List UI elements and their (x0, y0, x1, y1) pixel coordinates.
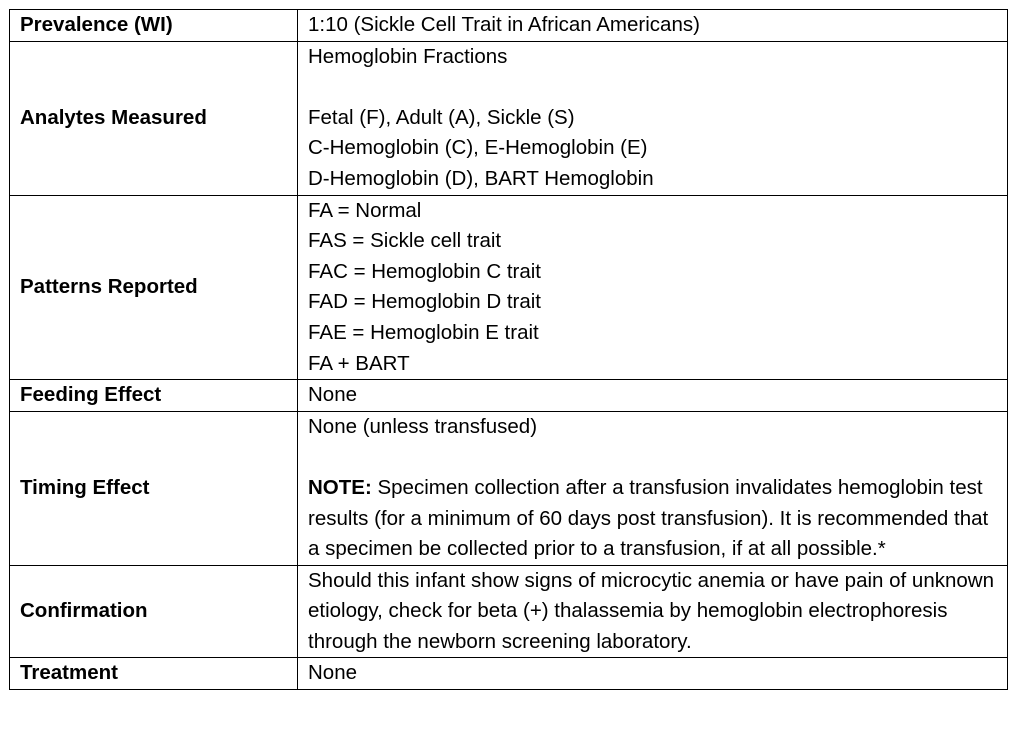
analytes-line: Fetal (F), Adult (A), Sickle (S) (308, 105, 575, 129)
analytes-measured-value (298, 41, 1008, 195)
row-feeding-effect (10, 380, 1008, 412)
confirmation-label: Confirmation (10, 565, 298, 658)
analytes-spacer (308, 72, 997, 103)
pattern-item: FA = Normal (308, 198, 422, 222)
timing-effect-summary: None (unless transfused) (308, 414, 538, 438)
treatment-value: None (298, 658, 1008, 690)
row-timing-effect (10, 411, 1008, 565)
pattern-item: FAC = Hemoglobin C trait (308, 259, 541, 283)
timing-effect-value (298, 411, 1008, 565)
prevalence-label: Prevalence (WI) (10, 10, 298, 42)
timing-note (308, 473, 997, 565)
timing-spacer (308, 442, 997, 473)
analytes-heading: Hemoglobin Fractions (308, 44, 508, 68)
patterns-reported-label: Patterns Reported (10, 195, 298, 380)
feeding-effect-value: None (298, 380, 1008, 412)
timing-effect-label: Timing Effect (10, 411, 298, 565)
row-confirmation (10, 565, 1008, 658)
confirmation-value: Should this infant show signs of microcytic anemia or have pain of unknown etiology, check for beta (+) thalassemia by hemoglobin electrophoresis through the newborn screening laboratory. (298, 565, 1008, 658)
pattern-item: FAE = Hemoglobin E trait (308, 320, 539, 344)
row-prevalence (10, 10, 1008, 42)
prevalence-value: 1:10 (Sickle Cell Trait in African Americans) (298, 10, 1008, 42)
hemoglobin-info-table (9, 9, 1008, 690)
note-label: NOTE: (308, 475, 372, 499)
analytes-measured-label: Analytes Measured (10, 41, 298, 195)
row-treatment (10, 658, 1008, 690)
patterns-reported-value (298, 195, 1008, 380)
analytes-line: C-Hemoglobin (C), E-Hemoglobin (E) (308, 136, 648, 160)
analytes-line: D-Hemoglobin (D), BART Hemoglobin (308, 166, 654, 190)
pattern-item: FAD = Hemoglobin D trait (308, 290, 541, 314)
feeding-effect-label: Feeding Effect (10, 380, 298, 412)
pattern-item: FA + BART (308, 351, 410, 375)
pattern-item: FAS = Sickle cell trait (308, 229, 502, 253)
treatment-label: Treatment (10, 658, 298, 690)
note-text: Specimen collection after a transfusion invalidates hemoglobin test results (for a minimum of 60 days post transfusion). It is recommended that a specimen be collected prior to a transfusion, if at all possible.* (308, 475, 989, 561)
row-analytes-measured (10, 41, 1008, 195)
row-patterns-reported (10, 195, 1008, 380)
